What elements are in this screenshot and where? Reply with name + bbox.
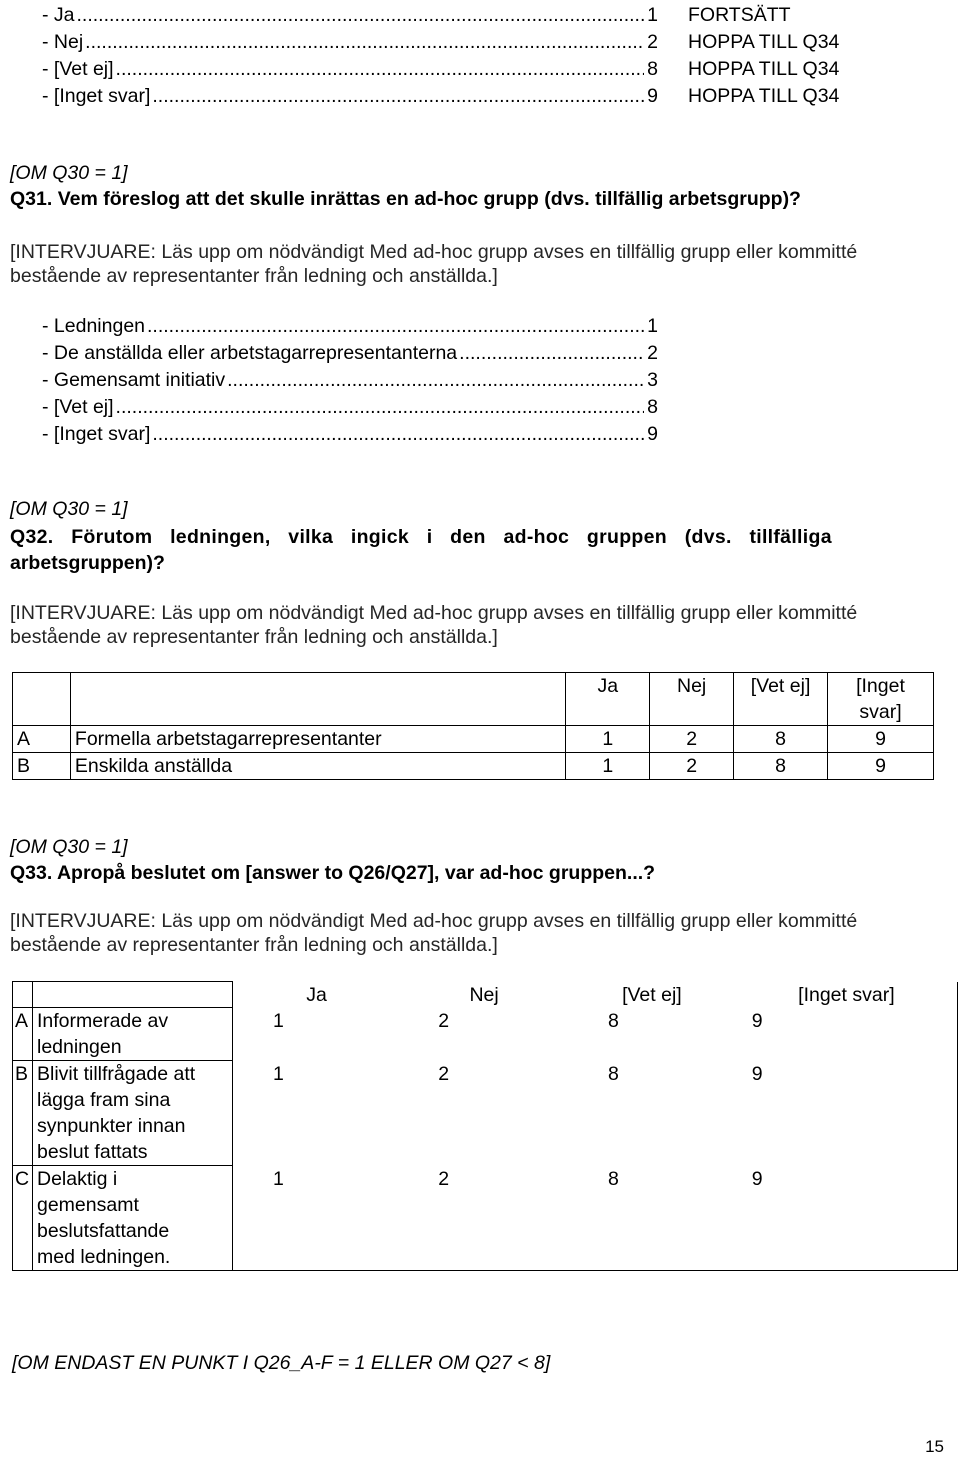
option-label: - [Inget svar] bbox=[42, 423, 151, 445]
row-label bbox=[32, 1061, 232, 1166]
option-label: - Ledningen bbox=[42, 315, 146, 337]
answer-code: 9 bbox=[828, 753, 934, 780]
row-label-text: Informerade av ledningen bbox=[36, 1010, 169, 1058]
q33-instruction-line2: bestående av representanter från ledning och anställda.] bbox=[10, 934, 498, 956]
answer-code: 2 bbox=[438, 1009, 450, 1032]
q30-option-action: HOPPA TILL Q34 bbox=[688, 85, 840, 107]
answer-code: 1 bbox=[272, 1009, 284, 1032]
row-letter: A bbox=[13, 726, 71, 753]
table-cell bbox=[13, 673, 71, 726]
column-header: Nej bbox=[650, 673, 734, 726]
q30-option-action: HOPPA TILL Q34 bbox=[688, 31, 840, 53]
table-row bbox=[13, 1061, 958, 1166]
q32-question-line2: arbetsgruppen)? bbox=[10, 552, 165, 574]
q31-instruction-line1: [INTERVJUARE: Läs upp om nödvändigt Med ad-hoc grupp avses en tillfällig grupp eller kommitté bbox=[10, 241, 858, 263]
column-header: Ja bbox=[566, 673, 650, 726]
row-label: Formella arbetstagarrepresentanter bbox=[70, 726, 565, 753]
option-code: 2 bbox=[647, 31, 658, 53]
table-header-row bbox=[13, 673, 934, 726]
option-code: 2 bbox=[647, 342, 658, 364]
q32-question-line1: Q32. Förutom ledningen, vilka ingick i den ad-hoc gruppen (dvs. tillfälliga bbox=[10, 526, 832, 548]
option-label: - [Inget svar] bbox=[42, 85, 151, 107]
q31-option-inget-svar bbox=[42, 421, 658, 447]
q33-question: Q33. Apropå beslutet om [answer to Q26/Q27], var ad-hoc gruppen...? bbox=[10, 862, 656, 884]
q31-option-anstallda bbox=[42, 340, 658, 366]
column-header bbox=[734, 673, 828, 726]
answer-code: 9 bbox=[736, 1008, 958, 1061]
column-header: [Vet ej] bbox=[622, 983, 682, 1006]
row-letter: C bbox=[13, 1166, 33, 1271]
option-code: 9 bbox=[647, 423, 658, 445]
column-header: Nej bbox=[469, 983, 499, 1006]
answer-code: 2 bbox=[650, 753, 734, 780]
answer-code: 8 bbox=[608, 1062, 619, 1085]
answer-code: 2 bbox=[438, 1062, 450, 1085]
table-row bbox=[13, 753, 934, 780]
q32-table bbox=[12, 672, 934, 780]
q31-filter: [OM Q30 = 1] bbox=[10, 162, 128, 184]
row-label-text: Blivit tillfrågade att lägga fram sina synpunkter innan beslut fattats bbox=[36, 1063, 196, 1163]
q30-option-action: FORTSÄTT bbox=[688, 4, 791, 26]
row-label bbox=[32, 1008, 232, 1061]
answer-code: 1 bbox=[566, 753, 650, 780]
row-label: Enskilda anställda bbox=[70, 753, 565, 780]
table-header-row bbox=[13, 982, 958, 1008]
q32-filter: [OM Q30 = 1] bbox=[10, 498, 128, 520]
option-label: - Ja bbox=[42, 4, 75, 26]
option-label: - De anställda eller arbetstagarrepresentanterna bbox=[42, 342, 458, 364]
answer-code: 8 bbox=[734, 753, 828, 780]
answer-code: 9 bbox=[828, 726, 934, 753]
option-label: - Gemensamt initiativ bbox=[42, 369, 226, 391]
row-label-text: Delaktig i gemensamt beslutsfattande med ledningen. bbox=[36, 1168, 171, 1268]
q31-instruction-line2: bestående av representanter från ledning och anställda.] bbox=[10, 265, 498, 287]
q31-option-gemensamt bbox=[42, 367, 658, 393]
answer-code: 8 bbox=[734, 726, 828, 753]
q32-instruction-line1: [INTERVJUARE: Läs upp om nödvändigt Med ad-hoc grupp avses en tillfällig grupp eller kommitté bbox=[10, 602, 858, 624]
option-code: 3 bbox=[647, 369, 658, 391]
table-row bbox=[13, 1166, 958, 1271]
column-header: Ja bbox=[306, 983, 327, 1006]
q31-question: Q31. Vem föreslog att det skulle inrättas en ad-hoc grupp (dvs. tillfällig arbetsgrupp)? bbox=[10, 188, 801, 210]
column-header bbox=[828, 673, 934, 726]
q33-table bbox=[12, 981, 958, 1271]
option-code: 9 bbox=[647, 85, 658, 107]
row-letter: A bbox=[13, 1008, 33, 1061]
q32-instruction-line2: bestående av representanter från ledning och anställda.] bbox=[10, 626, 498, 648]
row-label bbox=[32, 1166, 232, 1271]
q33-instruction-line1: [INTERVJUARE: Läs upp om nödvändigt Med ad-hoc grupp avses en tillfällig grupp eller kommitté bbox=[10, 910, 858, 932]
answer-code: 1 bbox=[272, 1062, 284, 1085]
answer-code: 1 bbox=[232, 1166, 400, 1271]
q30-option-action: HOPPA TILL Q34 bbox=[688, 58, 840, 80]
column-header-text: [Inget svar] bbox=[856, 675, 905, 723]
answer-code: 1 bbox=[566, 726, 650, 753]
answer-code: 8 bbox=[568, 1166, 736, 1271]
table-row bbox=[13, 726, 934, 753]
option-label: - [Vet ej] bbox=[42, 396, 114, 418]
row-letter: B bbox=[13, 753, 71, 780]
table-cell bbox=[32, 982, 232, 1008]
option-code: 1 bbox=[647, 4, 658, 26]
table-row bbox=[13, 1008, 958, 1061]
answer-code: 2 bbox=[400, 1166, 568, 1271]
q31-option-vet-ej bbox=[42, 394, 658, 420]
option-label: - Nej bbox=[42, 31, 84, 53]
next-question-filter: [OM ENDAST EN PUNKT I Q26_A-F = 1 ELLER OM Q27 < 8] bbox=[12, 1352, 551, 1374]
answer-code: 9 bbox=[736, 1061, 958, 1166]
option-label: - [Vet ej] bbox=[42, 58, 114, 80]
q30-option-inget-svar bbox=[42, 83, 658, 109]
table-cell bbox=[13, 982, 33, 1008]
answer-code: 8 bbox=[608, 1009, 619, 1032]
q30-option-nej bbox=[42, 29, 658, 55]
q30-option-ja bbox=[42, 2, 658, 28]
column-header-text: [Vet ej] bbox=[750, 675, 811, 697]
q31-option-ledningen bbox=[42, 313, 658, 339]
page-number: 15 bbox=[925, 1437, 944, 1456]
answer-code: 9 bbox=[736, 1166, 958, 1271]
q33-filter: [OM Q30 = 1] bbox=[10, 836, 128, 858]
row-letter: B bbox=[13, 1061, 33, 1166]
column-header: [Inget svar] bbox=[736, 982, 958, 1008]
option-code: 1 bbox=[647, 315, 658, 337]
option-code: 8 bbox=[647, 396, 658, 418]
q30-option-vet-ej bbox=[42, 56, 658, 82]
option-code: 8 bbox=[647, 58, 658, 80]
answer-code: 2 bbox=[650, 726, 734, 753]
table-cell bbox=[70, 673, 565, 726]
